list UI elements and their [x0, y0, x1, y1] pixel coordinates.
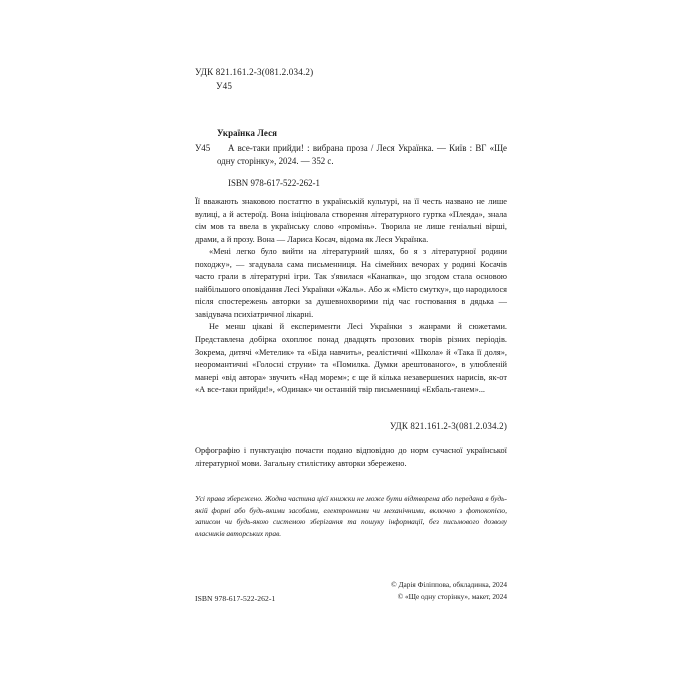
- rights-notice: [195, 493, 507, 539]
- isbn-bottom: [195, 594, 335, 603]
- annotation-paragraph: Не менш цікаві й експерименти Лесі Українки з жанрами й сюжетами. Представлена добірка охоплює понад двадцять прозових творів різних періодів. Зокрема, дитячі «Метелик» та «Біда навчить», реалістичні «Школа» й «Така її доля», неоромантичні «Голосні струни» та «Помилка. Думки арештованого», в улюбленій манері «від автора» звучить «Над морем»; є ще й кілька незавершених нарисів, як-от «А все-таки прийди!», «Одинак» чи останній твір письменниці «Екбаль-ганем»...: [195, 322, 507, 395]
- bibliographic-record-block: [195, 127, 507, 190]
- udc-repeat-text: УДК 821.161.2-3(081.2.034.2): [389, 421, 507, 431]
- biblio-record-row: [195, 142, 507, 168]
- copyright-line: © «Ще одну сторінку», макет, 2024: [397, 591, 507, 601]
- rights-notice-text: Усі права збережено. Жодна частина цієї книжки не може бути відтворена або передана в будь-якій формі або будь-якими засобами, електронними чи механічними, включно з фотокопією, записом чи будь-якою системою зберігання та пошуку інформації, без письмового дозволу власників авторських прав.: [195, 494, 507, 538]
- annotation-block: [195, 196, 507, 397]
- biblio-cutter-number: У45: [195, 142, 211, 153]
- isbn-bottom-text: ISBN 978-617-522-262-1: [195, 594, 276, 603]
- annotation-paragraph: «Мені легко було вийти на літературний шлях, бо я з літературної родини походжу», — згадувала сама письменниця. На сімейних вечорах у родині Косачів часто грали в літературні ігри. Так з'явилася «Канапка», що згодом стала основою найбільшого оповідання Лесі Українки «Жаль». Або ж «Місто смутку», що народилося після спостережень авторки за душевнохворими під час гостювання в дядька — завідувача психіатричної лікарні.: [195, 247, 507, 319]
- isbn-primary: ISBN 978-617-522-262-1: [228, 178, 320, 189]
- author-heading: Українка Леся: [217, 128, 277, 138]
- orthography-note: [195, 444, 507, 470]
- annotation-paragraph: Її вважають знаковою постаттю в українській культурі, на її честь названо не лише вулиці, а й астероїд. Вона ініціювала створення літературного гуртка «Плеяда», знала сім мов та ввела в українську слово «промінь». Творила не лише геніальні вірші, драми, а й прозу. Вона — Лариса Косач, відома як Леся Українка.: [195, 197, 507, 244]
- udc-header-block: [195, 66, 507, 93]
- udc-cutter-number: У45: [216, 80, 233, 91]
- udc-classification-line: УДК 821.161.2-3(081.2.034.2): [195, 67, 314, 77]
- orthography-note-text: Орфографію і пунктуацію почасти подано відповідно до норм сучасної української літературної мови. Загальну стилістику авторки збережено.: [195, 446, 507, 469]
- copyright-line: © Дарія Філіппова, обкладинка, 2024: [391, 580, 507, 589]
- udc-repeat-block: [195, 421, 507, 431]
- biblio-record-text: А все-таки прийди! : вибрана проза / Леся Українка. — Київ : ВГ «Ще одну сторінку», 2024. — 352 с.: [217, 142, 507, 166]
